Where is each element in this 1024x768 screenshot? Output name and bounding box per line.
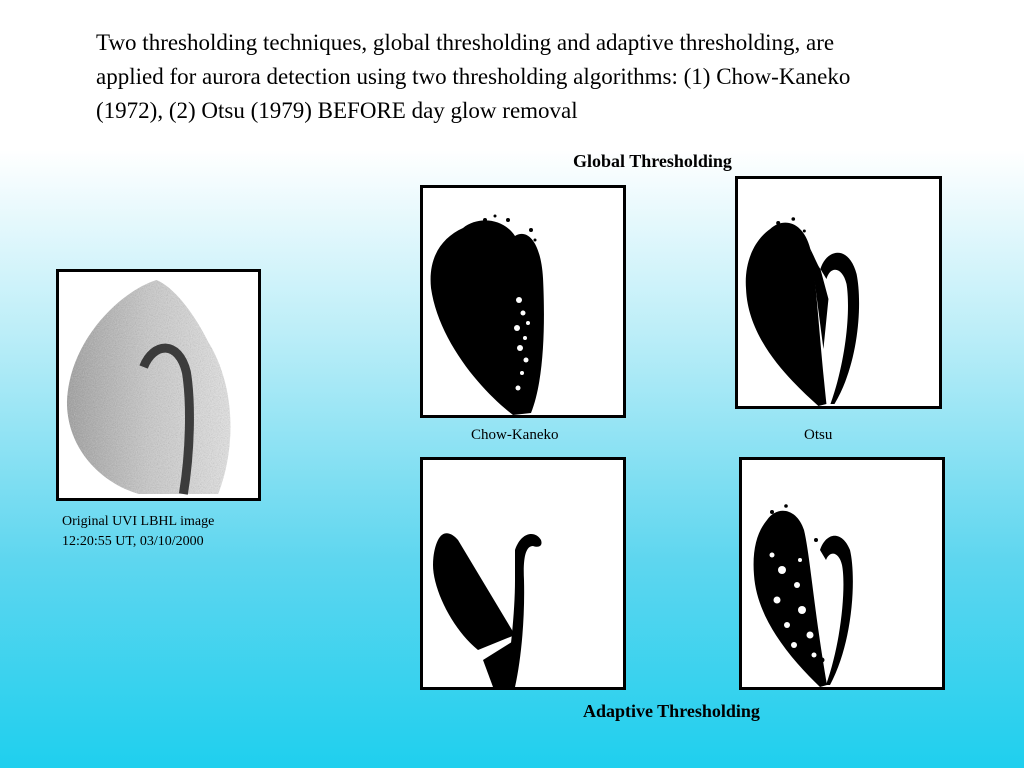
chow-kaneko-label: Chow-Kaneko [471,427,559,443]
global-thresholding-heading: Global Thresholding [573,151,732,171]
global-chow-kaneko-image [420,185,626,418]
adaptive-thresholding-heading: Adaptive Thresholding [583,701,760,721]
original-caption-line1: Original UVI LBHL image [62,514,215,529]
intro-text: Two thresholding techniques, global thresholding and adaptive thresholding, are applied for aurora detection using two thresholding algorithms: (1) Chow-Kaneko (1972), (2) Otsu (1979) BEFORE day glow removal [96,30,851,123]
otsu-label: Otsu [804,427,833,443]
original-image-caption [62,512,214,552]
global-otsu-image [735,176,942,409]
original-caption-line2: 12:20:55 UT, 03/10/2000 [62,534,204,549]
original-uvi-image [56,269,261,501]
adaptive-otsu-image [739,457,945,690]
adaptive-chow-kaneko-image [420,457,626,690]
